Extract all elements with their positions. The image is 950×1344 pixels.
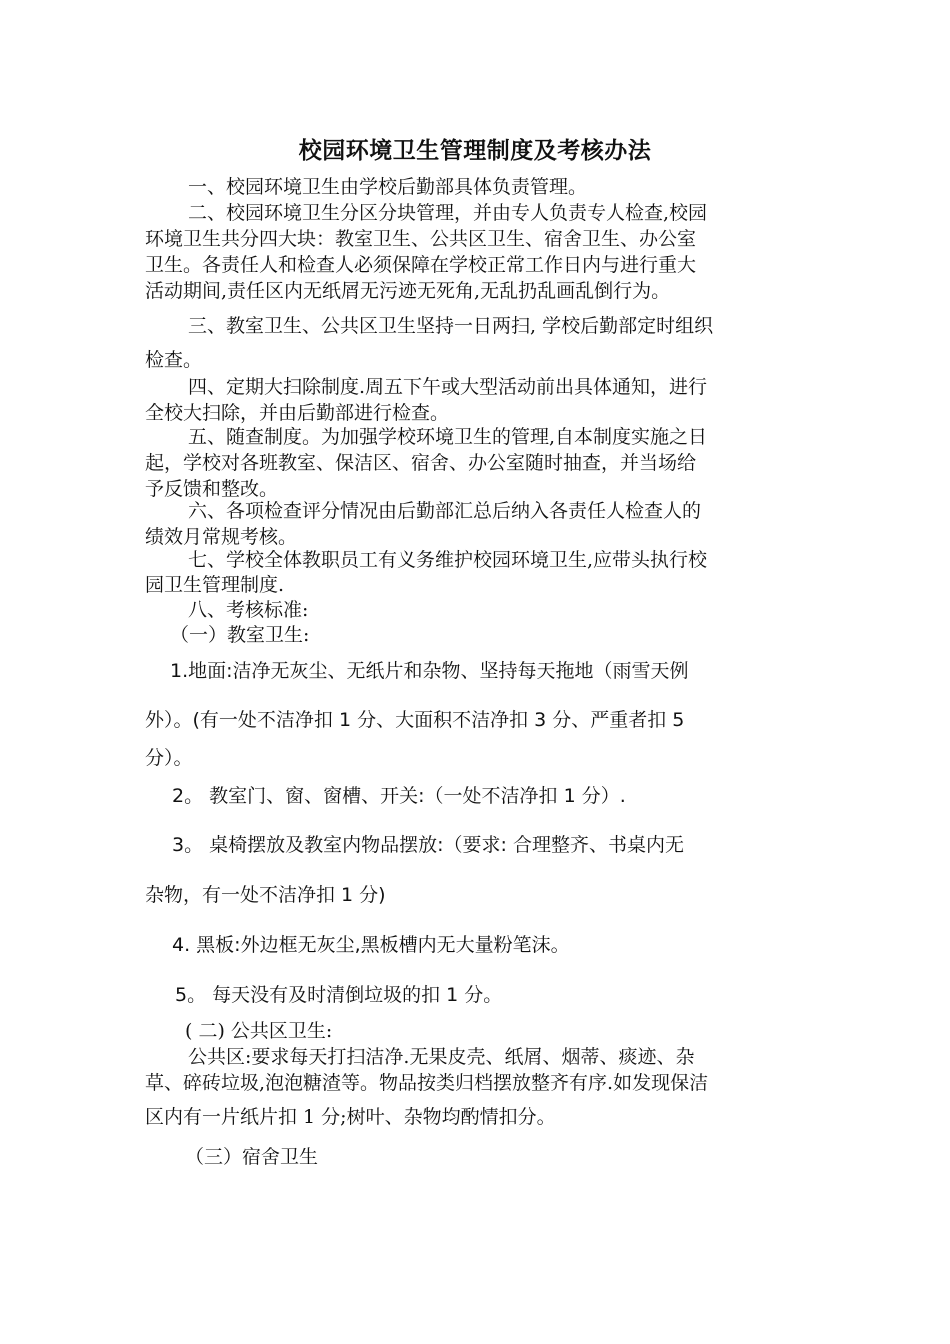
paragraph-line: 三、教室卫生、公共区卫生坚持一日两扫, 学校后勤部定时组织 [188,315,714,337]
paragraph-line: 五、随查制度。为加强学校环境卫生的管理,自本制度实施之日 [188,426,708,448]
criteria-item: 2。 教室门、窗、窗槽、开关:（一处不洁净扣 1 分）. [172,785,626,807]
paragraph-line: 四、定期大扫除制度.周五下午或大型活动前出具体通知，进行 [188,376,708,398]
document-title: 校园环境卫生管理制度及考核办法 [298,138,652,164]
paragraph-line: 起，学校对各班教室、保洁区、宿舍、办公室随时抽查，并当场给 [145,452,697,474]
criteria-item: 4. 黑板:外边框无灰尘,黑板槽内无大量粉笔沫。 [172,934,570,956]
subsection-heading: ( 二) 公共区卫生: [185,1020,333,1042]
paragraph-line: 一、校园环境卫生由学校后勤部具体负责管理。 [188,176,588,198]
subsection-heading: （一）教室卫生: [170,624,310,646]
criteria-item: 杂物，有一处不洁净扣 1 分) [145,884,386,906]
paragraph-line: 环境卫生共分四大块：教室卫生、公共区卫生、宿舍卫生、办公室 [145,228,697,250]
paragraph-line: 草、碎砖垃圾,泡泡糖渣等。物品按类归档摆放整齐有序.如发现保洁 [145,1072,709,1094]
criteria-item: 分）。 [145,747,193,769]
paragraph-line: 活动期间,责任区内无纸屑无污迹无死角,无乱扔乱画乱倒行为。 [145,280,671,302]
criteria-item: 1.地面:洁净无灰尘、无纸片和杂物、坚持每天拖地（雨雪天例 [170,660,689,682]
paragraph-line: 园卫生管理制度. [145,574,285,596]
paragraph-line: 卫生。各责任人和检查人必须保障在学校正常工作日内与进行重大 [145,254,697,276]
paragraph-line: 七、学校全体教职员工有义务维护校园环境卫生,应带头执行校 [188,549,708,571]
paragraph-line: 二、校园环境卫生分区分块管理，并由专人负责专人检查,校园 [188,202,708,224]
criteria-item: 3。 桌椅摆放及教室内物品摆放:（要求: 合理整齐、书桌内无 [172,834,684,856]
criteria-item: 5。 每天没有及时清倒垃圾的扣 1 分。 [175,984,503,1006]
paragraph-line: 全校大扫除，并由后勤部进行检查。 [145,402,450,424]
paragraph-line: 区内有一片纸片扣 1 分;树叶、杂物均酌情扣分。 [145,1106,556,1128]
paragraph-line: 六、各项检查评分情况由后勤部汇总后纳入各责任人检查人的 [188,500,702,522]
paragraph-line: 予反馈和整改。 [145,478,279,500]
subsection-heading: （三）宿舍卫生 [185,1146,319,1168]
section-heading: 八、考核标准: [188,599,309,621]
paragraph-line: 公共区:要求每天打扫洁净.无果皮壳、纸屑、烟蒂、痰迹、杂 [188,1046,695,1068]
paragraph-line: 绩效月常规考核。 [145,526,298,548]
paragraph-line: 检查。 [145,349,203,371]
criteria-item: 外）。(有一处不洁净扣 1 分、大面积不洁净扣 3 分、严重者扣 5 [145,709,685,731]
